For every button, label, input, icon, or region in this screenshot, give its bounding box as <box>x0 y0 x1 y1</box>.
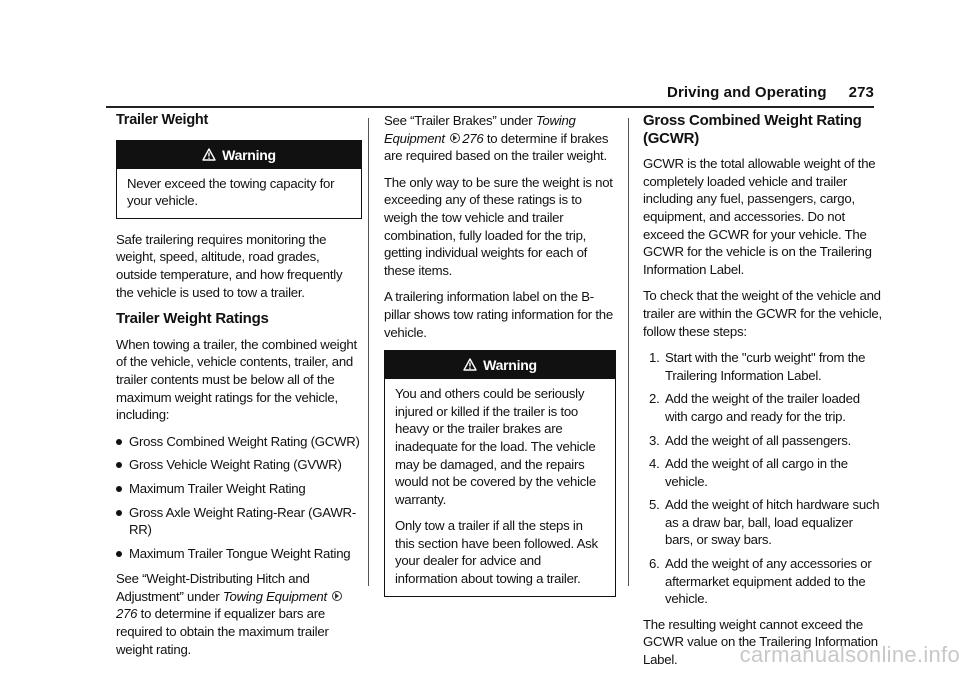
column-divider <box>368 118 369 586</box>
page-reference-arrow-icon <box>450 133 460 143</box>
paragraph: The only way to be sure the weight is not exceeding any of these ratings is to weigh the tow vehicle and trailer combination, fully loaded for the trip, getting individual weights for each of these items. <box>384 174 613 278</box>
heading-trailer-weight-ratings: Trailer Weight Ratings <box>116 310 269 328</box>
page-number: 273 <box>848 84 874 101</box>
warning-text: Never exceed the towing capacity for your vehicle. <box>127 175 335 209</box>
warning-box <box>384 350 616 597</box>
warning-triangle-icon <box>202 142 216 170</box>
ratings-list <box>116 433 362 563</box>
page-reference[interactable]: 276 <box>116 606 138 622</box>
column-divider <box>628 118 629 586</box>
list-item: Gross Combined Weight Rating (GCWR) <box>116 433 362 451</box>
paragraph: A trailering information label on the B-pillar shows tow rating information for the vehicle. <box>384 289 613 340</box>
list-item: 1. Start with the "curb weight" from the Trailering Information Label. <box>649 350 866 383</box>
bullet-dot-icon <box>116 551 122 557</box>
running-header <box>667 84 874 101</box>
paragraph: When towing a trailer, the combined weight of the vehicle, vehicle contents, trailer, and trailer contents must be below all of the maximum weight ratings for the vehicle, including: <box>116 336 357 423</box>
list-item: 4. Add the weight of all cargo in the vehicle. <box>649 456 848 489</box>
warning-text: Only tow a trailer if all the steps in this section have been followed. Ask your dealer for advice and information about towing a trailer. <box>395 518 598 587</box>
column-2 <box>384 112 616 609</box>
warning-body <box>385 379 615 596</box>
list-item: Gross Vehicle Weight Rating (GVWR) <box>116 456 362 474</box>
page-reference-arrow-icon <box>332 591 342 601</box>
paragraph: The resulting weight cannot exceed the GCWR value on the Trailering Information Label. <box>643 616 878 668</box>
warning-label: Warning <box>483 357 537 374</box>
bullet-dot-icon <box>116 510 122 516</box>
column-1 <box>116 112 362 667</box>
paragraph: To check that the weight of the vehicle and trailer are within the GCWR for the vehicle, follow these steps: <box>643 288 882 339</box>
watermark: carmanualsonline.info <box>739 642 960 667</box>
bullet-dot-icon <box>116 486 122 492</box>
bullet-dot-icon <box>116 462 122 468</box>
warning-box <box>116 140 362 219</box>
page-reference[interactable]: 276 <box>462 130 484 146</box>
warning-label: Warning <box>222 146 276 163</box>
cross-reference-link[interactable]: Towing Equipment <box>222 588 327 604</box>
paragraph: Safe trailering requires monitoring the weight, speed, altitude, road grades, outside temperature, and how frequently the vehicle is used to tow a trailer. <box>116 231 343 300</box>
warning-text: You and others could be seriously injured or killed if the trailer is too heavy or the trailer brakes are inadequate for the load. The vehicle may be damaged, and the repairs would not be covered by the vehicle warranty. <box>395 386 596 507</box>
list-item: 6. Add the weight of any accessories or aftermarket equipment added to the vehicle. <box>649 556 872 607</box>
heading-gcwr: Gross Combined Weight Rating (GCWR) <box>643 112 862 147</box>
list-item: Maximum Trailer Weight Rating <box>116 480 362 498</box>
section-title: Driving and Operating <box>667 84 827 101</box>
list-item: Gross Axle Weight Rating-Rear (GAWR-RR) <box>116 504 362 539</box>
steps-list <box>643 349 883 608</box>
warning-header <box>385 351 615 379</box>
bullet-dot-icon <box>116 439 122 445</box>
warning-header <box>117 141 361 169</box>
list-item: 2. Add the weight of the trailer loaded with cargo and ready for the trip. <box>649 391 860 424</box>
header-rule <box>106 106 874 108</box>
cross-reference-link[interactable]: Towing Equipment <box>384 113 576 146</box>
paragraph: GCWR is the total allowable weight of the completely loaded vehicle and trailer including any fuel, passengers, cargo, equipment, and accessories. Do not exceed the GCWR for your vehicle. The GCWR for the vehicle is on the Trailering Information Label. <box>643 156 876 277</box>
list-item: Maximum Trailer Tongue Weight Rating <box>116 545 362 563</box>
warning-body <box>117 169 361 218</box>
column-3 <box>643 112 883 678</box>
heading-trailer-weight: Trailer Weight <box>116 112 209 128</box>
list-item: 5. Add the weight of hitch hardware such as a draw bar, ball, load equalizer bars, or sway bars. <box>649 497 880 548</box>
list-item: 3. Add the weight of all passengers. <box>649 432 852 448</box>
paragraph: See “Trailer Brakes” under Towing Equipment 276 to determine if brakes are required based on the trailer weight. <box>384 113 609 164</box>
warning-triangle-icon <box>463 352 477 380</box>
paragraph: See “Weight-Distributing Hitch and Adjustment” under Towing Equipment 276 to determine if equalizer bars are required to obtain the maximum trailer weight rating. <box>116 570 362 658</box>
